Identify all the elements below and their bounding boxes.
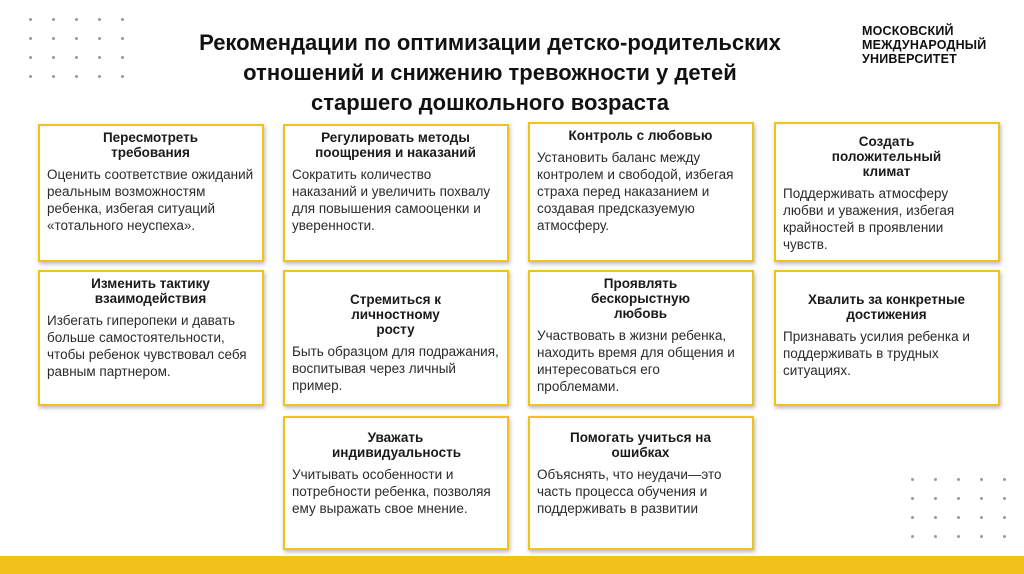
card-text: Признавать усилия ребенка и поддерживать в трудных ситуациях. <box>783 329 970 378</box>
card-revise-requirements <box>38 124 264 262</box>
card-control-with-love <box>528 122 754 262</box>
slide-title-line-2: отношений и снижению тревожности у детей <box>243 60 737 85</box>
card-respect-individuality <box>283 416 509 550</box>
slide-title <box>120 28 860 118</box>
card-title: Пересмотреть требования <box>102 130 199 160</box>
card-title: Уважать индивидуальность <box>332 430 462 460</box>
card-text: Участвовать в жизни ребенка, находить время для общения и интересоваться его проблемами. <box>537 328 735 394</box>
card-title: Создать положительный климат <box>831 134 942 179</box>
decorative-dots-top-left <box>29 18 124 78</box>
decorative-dots-bottom-right <box>911 478 1006 538</box>
card-change-tactics <box>38 270 264 406</box>
card-text: Быть образцом для подражания, воспитывая через личный пример. <box>292 344 499 393</box>
card-text: Сократить количество наказаний и увеличить похвалу для повышения самооценки и уверенности. <box>292 167 491 233</box>
card-personal-growth <box>283 270 509 406</box>
card-title: Помогать учиться на ошибках <box>570 430 711 460</box>
card-learn-from-mistakes <box>528 416 754 550</box>
card-text: Установить баланс между контролем и свободой, избегая страха перед наказанием и создавая предсказуемую атмосферу. <box>537 150 734 233</box>
card-unselfish-love <box>528 270 754 406</box>
card-title: Хвалить за конкретные достижения <box>807 292 966 322</box>
slide-title-line-1: Рекомендации по оптимизации детско-родительских <box>199 30 781 55</box>
card-title: Проявлять бескорыстную любовь <box>590 276 691 321</box>
card-text: Учитывать особенности и потребности ребенка, позволяя ему выражать свое мнение. <box>292 467 491 516</box>
slide-title-line-3: старшего дошкольного возраста <box>311 90 669 115</box>
card-text: Оценить соответствие ожиданий реальным возможностям ребенка, избегая ситуаций «тотального неуспеха». <box>47 167 254 233</box>
logo-line-1: МОСКОВСКИЙ <box>862 24 954 38</box>
card-title: Регулировать методы поощрения и наказаний <box>315 130 476 160</box>
logo-line-2: МЕЖДУНАРОДНЫЙ <box>862 38 987 52</box>
card-text: Объяснять, что неудачи—это часть процесса обучения и поддерживать в развитии <box>537 467 722 516</box>
card-positive-climate <box>774 122 1000 262</box>
card-text: Поддерживать атмосферу любви и уважения, избегая крайностей в проявлении чувств. <box>783 186 955 252</box>
logo-line-3: УНИВЕРСИТЕТ <box>862 52 957 66</box>
card-title: Стремиться к личностному росту <box>349 292 442 337</box>
card-title: Изменить тактику взаимодействия <box>91 276 210 306</box>
card-regulate-rewards <box>283 124 509 262</box>
university-logo <box>862 24 986 66</box>
bottom-accent-bar <box>0 556 1024 574</box>
card-text: Избегать гиперопеки и давать больше самостоятельности, чтобы ребенок чувствовал себя равным партнером. <box>47 313 247 379</box>
card-praise-achievements <box>774 270 1000 406</box>
card-title: Контроль с любовью <box>568 128 713 143</box>
